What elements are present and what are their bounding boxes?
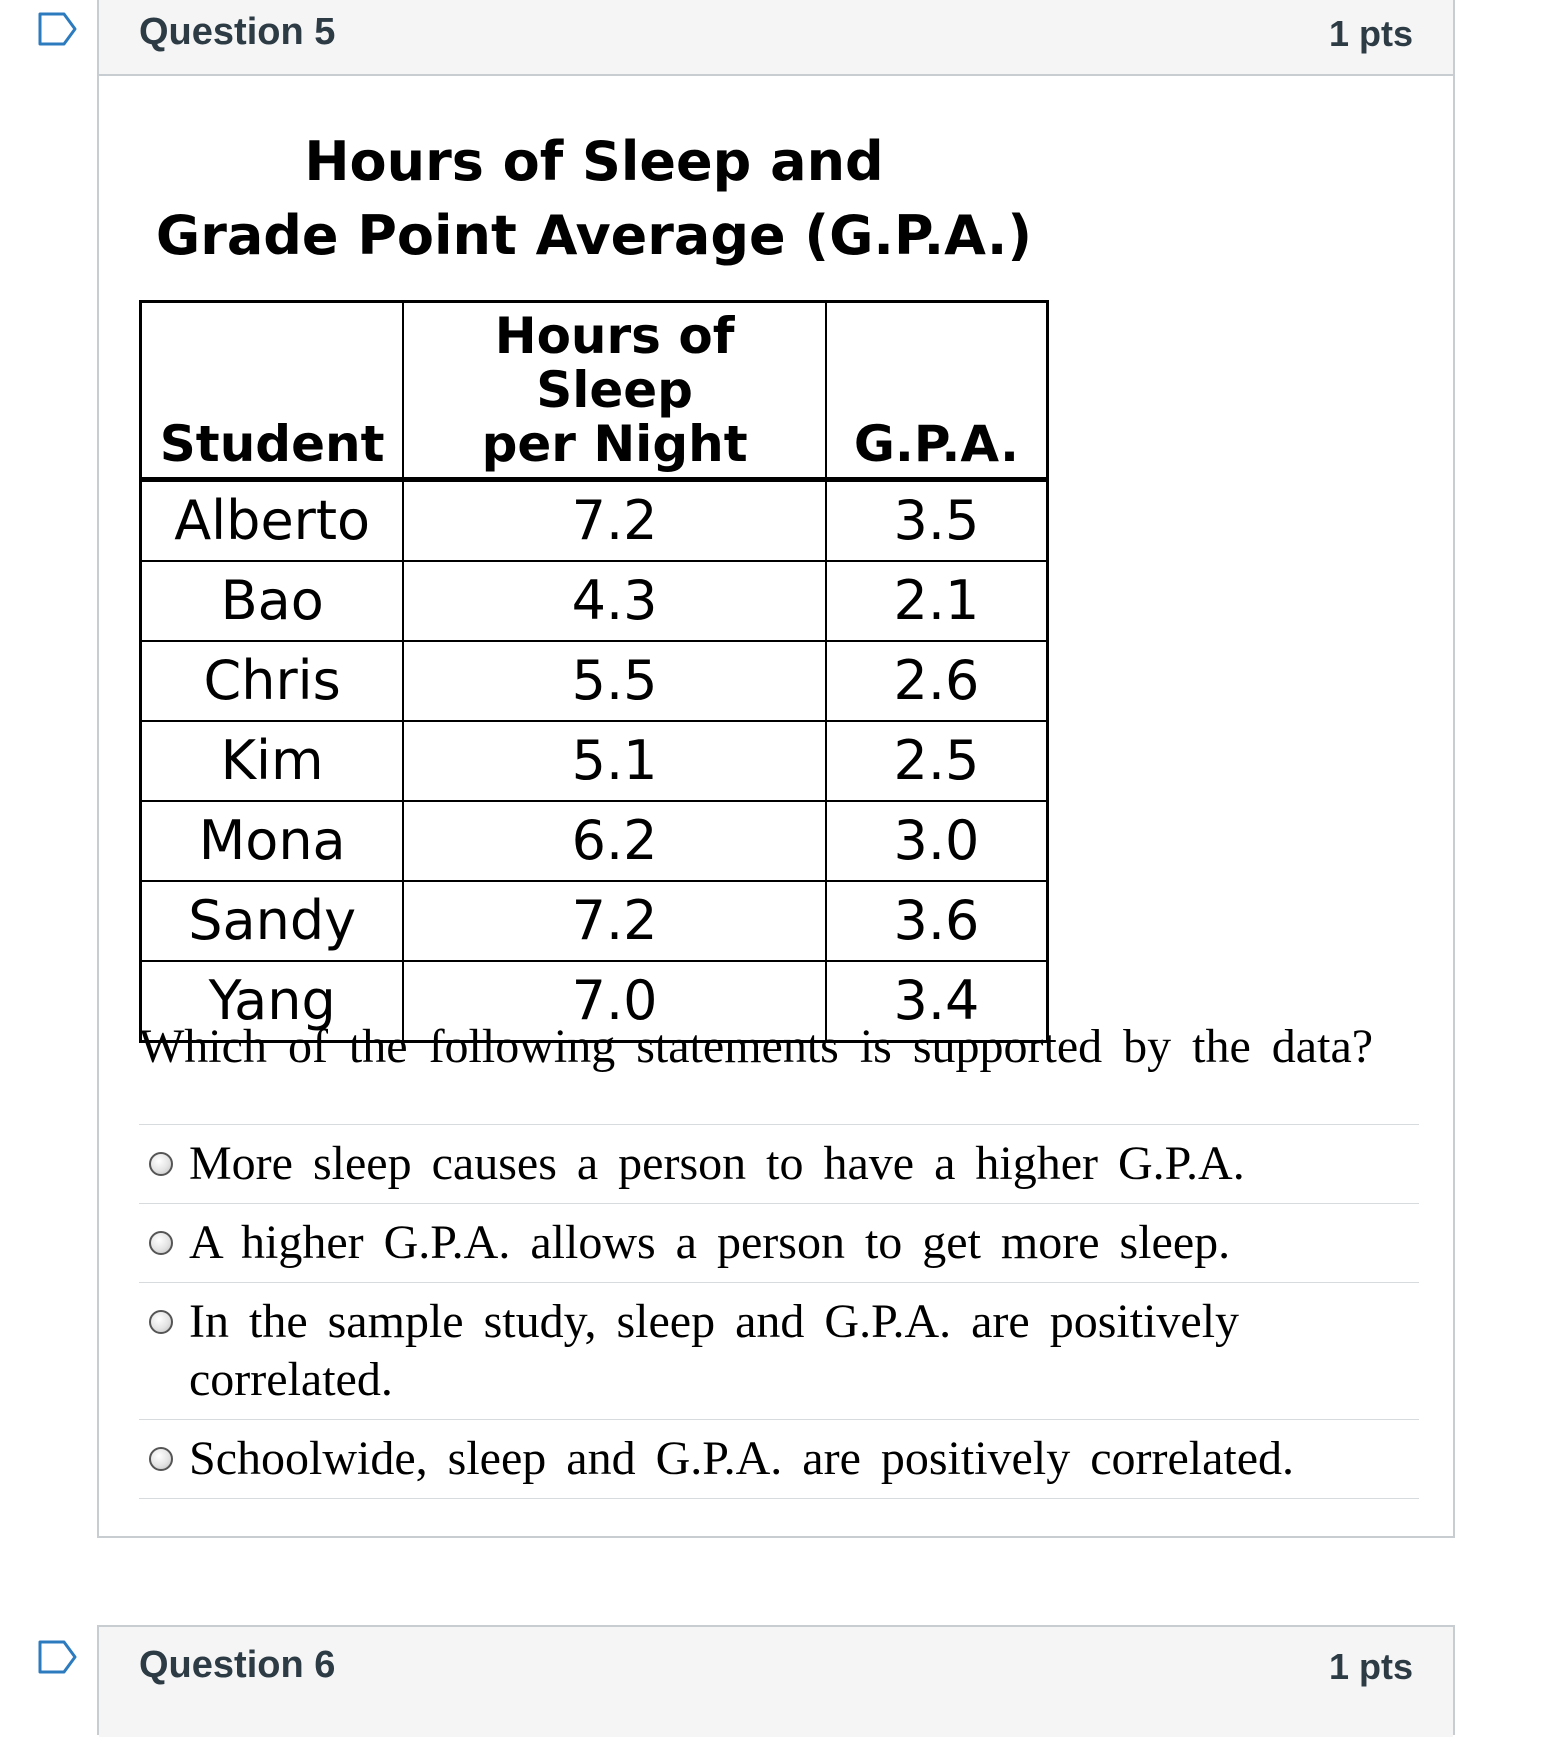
cell-hours: 5.5 bbox=[403, 641, 826, 721]
question-card bbox=[97, 1625, 1455, 1735]
answer-list bbox=[139, 1124, 1419, 1499]
answer-label: A higher G.P.A. allows a person to get more sleep. bbox=[189, 1216, 1231, 1269]
cell-hours: 5.1 bbox=[403, 721, 826, 801]
table-header-row bbox=[141, 302, 1048, 480]
answer-label: In the sample study, sleep and G.P.A. are positively correlated. bbox=[189, 1295, 1240, 1406]
cell-student: Sandy bbox=[141, 881, 404, 961]
cell-hours: 6.2 bbox=[403, 801, 826, 881]
answer-radio-button[interactable] bbox=[149, 1310, 173, 1334]
question-points: 1 pts bbox=[1328, 1646, 1413, 1687]
cell-student: Bao bbox=[141, 561, 404, 641]
cell-student: Chris bbox=[141, 641, 404, 721]
cell-hours: 4.3 bbox=[403, 561, 826, 641]
cell-hours: 7.2 bbox=[403, 881, 826, 961]
answer-option[interactable] bbox=[139, 1420, 1419, 1499]
table-row bbox=[141, 480, 1048, 562]
column-header-hours bbox=[403, 302, 826, 480]
cell-gpa: 3.6 bbox=[826, 881, 1048, 961]
cell-gpa: 3.0 bbox=[826, 801, 1048, 881]
table-row bbox=[141, 801, 1048, 881]
column-header-line: Hours of Sleep bbox=[494, 307, 735, 419]
answer-radio-button[interactable] bbox=[149, 1447, 173, 1471]
column-header-gpa: G.P.A. bbox=[826, 302, 1048, 480]
cell-hours: 7.0 bbox=[403, 961, 826, 1042]
table-row bbox=[141, 641, 1048, 721]
question-header bbox=[99, 1627, 1453, 1737]
answer-radio-button[interactable] bbox=[149, 1152, 173, 1176]
table-row bbox=[141, 561, 1048, 641]
question-points: 1 pts bbox=[1328, 13, 1413, 54]
cell-gpa: 3.4 bbox=[826, 961, 1048, 1042]
answer-label: More sleep causes a person to have a higher G.P.A. bbox=[189, 1137, 1245, 1190]
table-body bbox=[141, 480, 1048, 1042]
cell-gpa: 2.5 bbox=[826, 721, 1048, 801]
answer-radio-button[interactable] bbox=[149, 1231, 173, 1255]
table-row bbox=[141, 721, 1048, 801]
figure-title-line: Grade Point Average (G.P.A.) bbox=[155, 204, 1033, 267]
column-header-line: per Night bbox=[481, 415, 748, 473]
cell-student: Yang bbox=[141, 961, 404, 1042]
figure-title bbox=[139, 125, 1049, 273]
question-card bbox=[97, 0, 1455, 1538]
question-prompt: Which of the following statements is supported by the data? bbox=[139, 1020, 1374, 1073]
cell-student: Mona bbox=[141, 801, 404, 881]
answer-option[interactable] bbox=[139, 1204, 1419, 1283]
column-header-student: Student bbox=[141, 302, 404, 480]
question-title: Question 5 bbox=[139, 11, 336, 53]
cell-gpa: 3.5 bbox=[826, 480, 1048, 562]
question-header bbox=[99, 0, 1453, 76]
question-title: Question 6 bbox=[139, 1644, 336, 1686]
flag-question-icon[interactable] bbox=[38, 12, 78, 46]
data-table bbox=[139, 300, 1049, 1043]
figure-title-line: Hours of Sleep and bbox=[304, 130, 884, 193]
flag-question-icon[interactable] bbox=[38, 1640, 78, 1674]
cell-gpa: 2.6 bbox=[826, 641, 1048, 721]
answer-label: Schoolwide, sleep and G.P.A. are positively correlated. bbox=[189, 1432, 1295, 1485]
cell-student: Kim bbox=[141, 721, 404, 801]
table-row bbox=[141, 881, 1048, 961]
answer-option[interactable] bbox=[139, 1125, 1419, 1204]
cell-student: Alberto bbox=[141, 480, 404, 562]
question-figure bbox=[139, 125, 1049, 1032]
answer-option[interactable] bbox=[139, 1283, 1419, 1420]
cell-hours: 7.2 bbox=[403, 480, 826, 562]
cell-gpa: 2.1 bbox=[826, 561, 1048, 641]
